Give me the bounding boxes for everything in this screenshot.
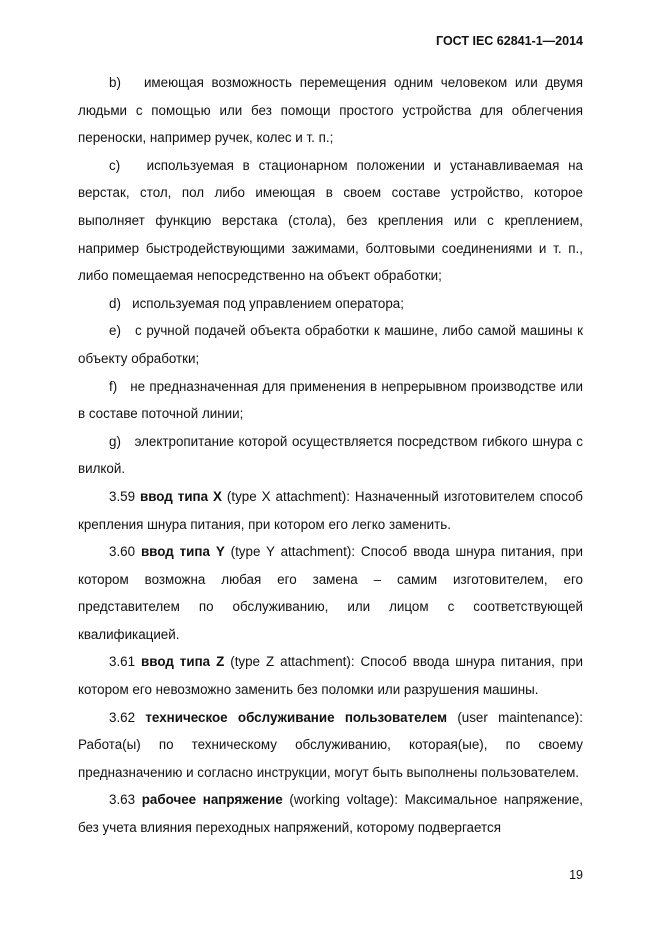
definition-3-62: 3.62 техническое обслуживание пользователем (user maintenance): Работа(ы) по техническому обслуживанию, которая(ые), по своему предназначению и согласно инструкции, могут быть выполнены пользователем. [78, 709, 583, 780]
list-item: g) электропитание которой осуществляется посредством гибкого шнура с вилкой. [78, 433, 583, 477]
term: ввод типа Z [141, 654, 225, 670]
definition-3-60: 3.60 ввод типа Y (type Y attachment): Способ ввода шнура питания, при котором возможна любая его замена – самим изготовителем, его представителем по обслуживанию, или лицом с соответствующей квалификацией. [78, 544, 583, 642]
page-number: 19 [569, 868, 583, 882]
document-body [78, 69, 583, 842]
list-item: b) имеющая возможность перемещения одним человеком или двумя людьми с помощью или без помощи простого устройства для облегчения переноски, например ручек, колес и т. п.; [78, 75, 583, 146]
definition-3-59: 3.59 ввод типа X (type X attachment): Назначенный изготовителем способ крепления шнура питания, при котором его легко заменить. [78, 488, 583, 532]
term: ввод типа Y [140, 544, 225, 560]
list-item: f) не предназначенная для применения в непрерывном производстве или в составе поточной линии; [78, 378, 584, 422]
definition-3-61: 3.61 ввод типа Z (type Z attachment): Способ ввода шнура питания, при котором его невозможно заменить без поломки или разрушения машины. [78, 654, 583, 698]
term: техническое обслуживание пользователем [145, 709, 448, 725]
list-item: c) используемая в стационарном положении и устанавливаемая на верстак, стол, пол либо имеющая в своем составе устройство, которое выполняет функцию верстака (стола), без крепления или с креплением, например быстродействующими зажимами, болтовыми соединениями и т. п., либо помещаемая непосредственно на объект обработки; [78, 157, 583, 284]
definition-3-63: 3.63 рабочее напряжение (working voltage): Максимальное напряжение, без учета влияния переходных напряжений, которому подвергается [78, 792, 583, 836]
list-item: d) используемая под управлением оператора; [109, 295, 404, 311]
list-item: e) с ручной подачей объекта обработки к машине, либо самой машины к объекту обработки; [78, 323, 583, 366]
term: ввод типа X [140, 488, 222, 504]
document-header: ГОСТ IEC 62841-1—2014 [436, 34, 583, 48]
term: рабочее напряжение [141, 792, 283, 808]
